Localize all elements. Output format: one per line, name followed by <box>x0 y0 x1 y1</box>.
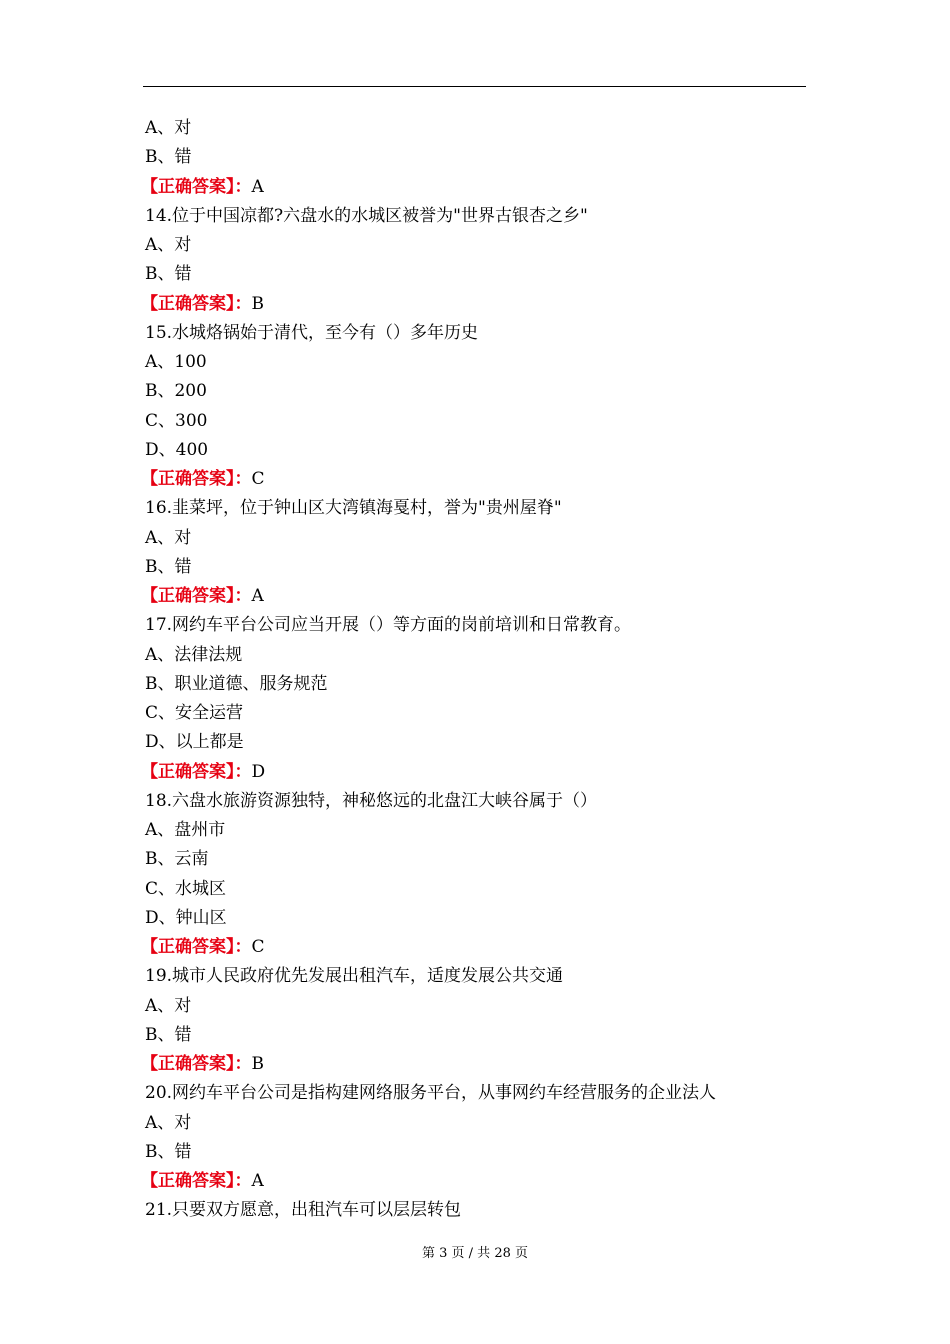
answer-value: A <box>251 176 264 197</box>
question-list <box>141 114 825 1226</box>
question-stem: 14.位于中国凉都?六盘水的水城区被誉为"世界古银杏之乡" <box>145 205 588 226</box>
answer-line <box>141 290 825 319</box>
option-text: B、云南 <box>145 849 209 870</box>
answer-line <box>141 582 825 611</box>
option-text: B、错 <box>145 1024 192 1045</box>
option-text: B、错 <box>145 147 192 168</box>
answer-label: 【正确答案】： <box>141 937 252 957</box>
page-footer: 第 3 页 / 共 28 页 <box>422 1246 528 1261</box>
answer-line <box>141 1050 825 1079</box>
answer-line <box>141 933 825 962</box>
option-text: A、对 <box>145 235 192 255</box>
option-text: A、盘州市 <box>145 820 226 840</box>
answer-value: B <box>251 1054 264 1074</box>
header-rule <box>143 86 806 87</box>
answer-line <box>141 465 825 494</box>
question-stem: 18.六盘水旅游资源独特，神秘悠远的北盘江大峡谷属于（） <box>145 790 598 811</box>
option-text: C、300 <box>145 410 208 431</box>
answer-label: 【正确答案】： <box>141 176 252 197</box>
option-text: B、职业道德、服务规范 <box>145 673 328 694</box>
answer-value: C <box>251 469 265 489</box>
answer-value: D <box>251 761 266 782</box>
option-text: B、错 <box>145 556 192 577</box>
answer-value: A <box>251 1171 264 1191</box>
option-text: A、100 <box>145 352 207 372</box>
answer-label: 【正确答案】： <box>141 1171 252 1191</box>
answer-value: C <box>251 937 265 957</box>
answer-label: 【正确答案】： <box>141 761 252 782</box>
answer-label: 【正确答案】： <box>141 586 252 606</box>
option-text: C、安全运营 <box>145 703 244 723</box>
option-text: A、对 <box>145 1112 192 1133</box>
question-stem: 19.城市人民政府优先发展出租汽车，适度发展公共交通 <box>145 966 564 987</box>
option-text: B、错 <box>145 264 192 285</box>
option-text: D、400 <box>145 439 209 460</box>
question-stem: 20.网约车平台公司是指构建网络服务平台，从事网约车经营服务的企业法人 <box>145 1083 717 1104</box>
answer-line <box>141 758 825 787</box>
question-stem: 15.水城烙锅始于清代，至今有（）多年历史 <box>145 322 479 343</box>
answer-label: 【正确答案】： <box>141 1054 252 1074</box>
option-text: B、200 <box>145 381 207 402</box>
question-stem: 16.韭菜坪，位于钟山区大湾镇海戛村，誉为"贵州屋脊" <box>145 498 562 519</box>
option-text: A、对 <box>145 995 192 1016</box>
question-stem: 17.网约车平台公司应当开展（）等方面的岗前培训和日常教育。 <box>145 615 632 636</box>
answer-line <box>141 173 825 202</box>
answer-label: 【正确答案】： <box>141 293 252 314</box>
answer-value: B <box>251 293 264 314</box>
answer-line <box>141 1167 825 1196</box>
option-text: D、钟山区 <box>145 907 227 928</box>
answer-value: A <box>251 586 264 606</box>
option-text: A、对 <box>145 118 192 138</box>
option-text: B、错 <box>145 1141 192 1162</box>
option-text: C、水城区 <box>145 878 227 899</box>
option-text: A、法律法规 <box>145 644 243 665</box>
option-text: A、对 <box>145 527 192 548</box>
answer-label: 【正确答案】： <box>141 469 252 489</box>
question-stem: 21.只要双方愿意，出租汽车可以层层转包 <box>145 1200 462 1221</box>
option-text: D、以上都是 <box>145 732 244 753</box>
